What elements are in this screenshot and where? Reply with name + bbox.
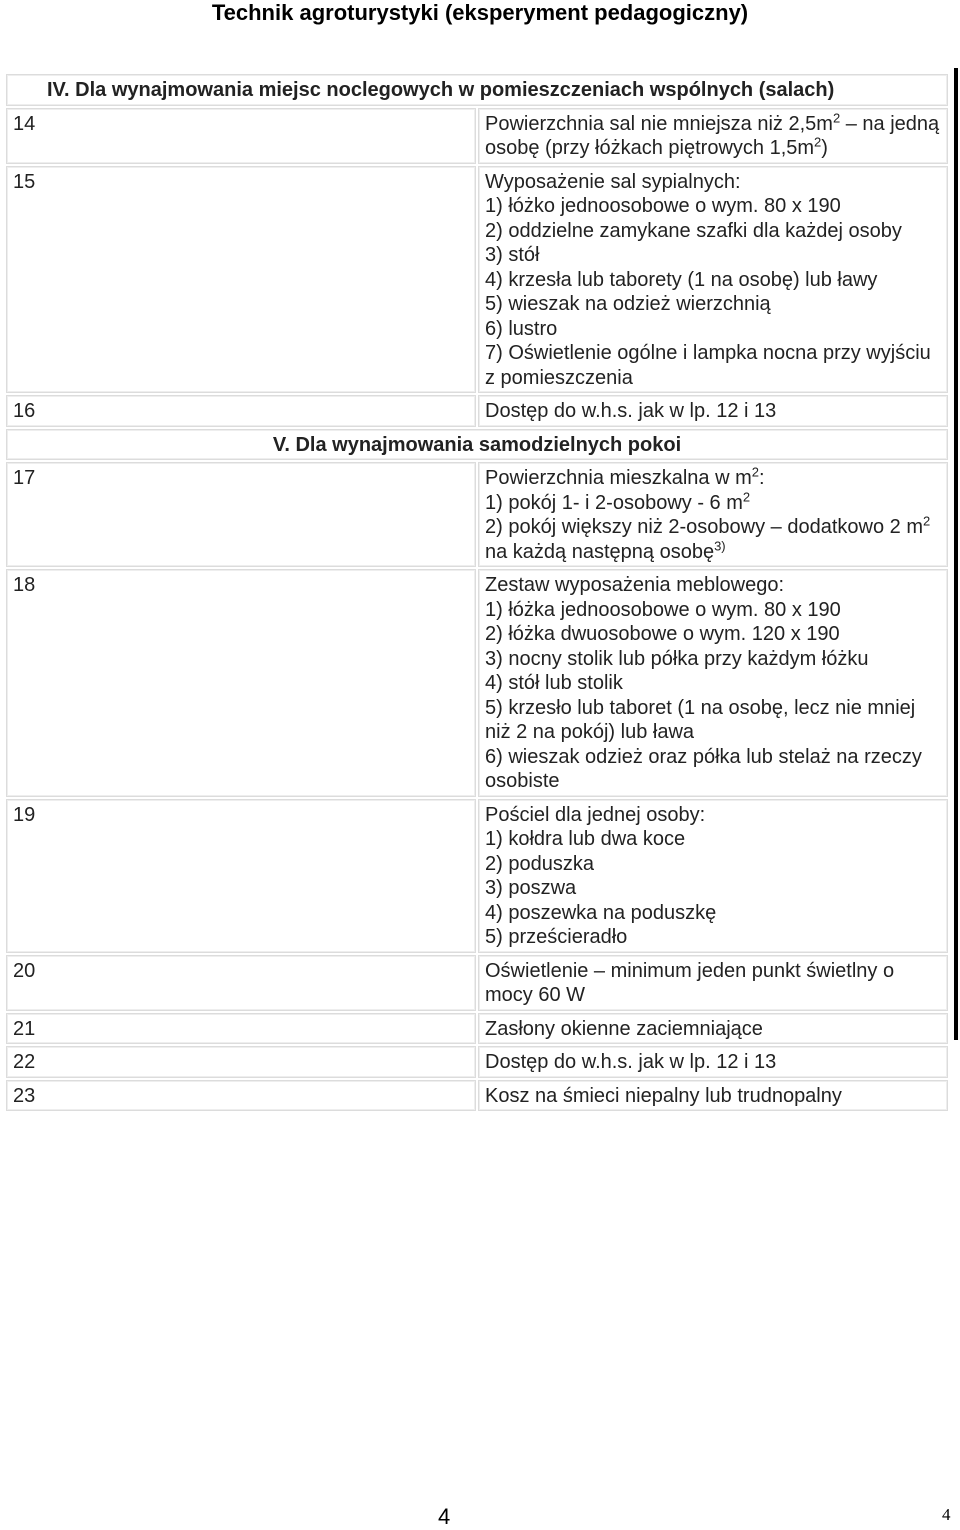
list-item: 6) wieszak odzież oraz półka lub stelaż na rzeczy osobiste [485, 745, 922, 792]
list-item: 6) lustro [485, 317, 558, 340]
row-content [478, 569, 948, 797]
row-content: Oświetlenie – minimum jeden punkt świetlny o mocy 60 W [478, 955, 948, 1011]
row-text: Powierzchnia sal nie mniejsza niż 2,5m [485, 112, 833, 135]
superscript: 2 [923, 513, 931, 529]
list-item: 5) prześcieradło [485, 926, 628, 948]
section-heading-iv: IV. Dla wynajmowania miejsc noclegowych w pomieszczeniach wspólnych (salach) [6, 74, 948, 106]
list-item: 3) stół [485, 244, 540, 266]
list-item [485, 488, 941, 516]
row-number: 23 [6, 1080, 476, 1112]
row-text: 2) pokój większy niż 2-osobowy – dodatkowo 2 m [485, 516, 923, 538]
regulation-table-container [4, 72, 950, 1113]
list-item: 5) wieszak na odzież wierzchnią [485, 293, 771, 315]
row-text: : [759, 467, 765, 489]
list-item: Zestaw wyposażenia meblowego: [485, 574, 785, 596]
list-item [485, 466, 941, 491]
list-item: 1) łóżko jednoosobowe o wym. 80 x 190 [485, 195, 841, 217]
list-item: 1) łóżka jednoosobowe o wym. 80 x 190 [485, 598, 841, 621]
list-item: 4) poszewka na poduszkę [485, 901, 717, 924]
superscript: 2 [742, 488, 751, 504]
table-row [6, 462, 948, 567]
table-row [6, 108, 948, 164]
list-item [485, 515, 941, 564]
section-heading-v: V. Dla wynajmowania samodzielnych pokoi [6, 429, 948, 461]
list-item: 2) poduszka [485, 852, 594, 875]
table-row [6, 395, 948, 427]
list-item: Wyposażenie sal sypialnych: [485, 170, 741, 193]
row-content: Dostęp do w.h.s. jak w lp. 12 i 13 [478, 395, 948, 427]
table-row [6, 569, 948, 797]
list-item: 7) Oświetlenie ogólne i lampka nocna przy wyjściu z pomieszczenia [485, 342, 931, 389]
table-row [6, 166, 948, 394]
superscript: 2 [814, 134, 822, 150]
table-row [6, 1013, 948, 1045]
row-content [478, 799, 948, 953]
row-content [478, 108, 948, 164]
row-number: 18 [6, 569, 476, 797]
row-text: ) [821, 137, 828, 159]
row-number: 16 [6, 395, 476, 427]
row-content [478, 462, 948, 567]
list-item: Pościel dla jednej osoby: [485, 803, 706, 826]
list-item: 3) poszwa [485, 877, 577, 899]
regulation-table [4, 72, 950, 1113]
row-number: 19 [6, 799, 476, 953]
row-content: Kosz na śmieci niepalny lub trudnopalny [478, 1080, 948, 1112]
superscript: 2 [751, 464, 759, 480]
row-content: Zasłony okienne zaciemniające [478, 1013, 948, 1045]
page-number-corner: 4 [942, 1505, 951, 1524]
footnote-marker: 3) [714, 537, 726, 553]
row-text: – na jedną osobę (przy łóżkach piętrowych 1,5m [485, 112, 940, 159]
list-item: 3) nocny stolik lub półka przy każdym łóżku [485, 647, 869, 670]
table-row [6, 1080, 948, 1112]
table-row [6, 1046, 948, 1078]
row-content: Dostęp do w.h.s. jak w lp. 12 i 13 [478, 1046, 948, 1078]
page-border-line [954, 68, 958, 1040]
row-text: 1) pokój 1- i 2-osobowy - 6 m [485, 491, 743, 514]
row-number: 22 [6, 1046, 476, 1078]
list-item: 4) krzesła lub taborety (1 na osobę) lub ławy [485, 268, 878, 291]
page-title: Technik agroturystyki (eksperyment pedagogiczny) [211, 0, 749, 25]
row-number: 15 [6, 166, 476, 394]
row-number: 17 [6, 462, 476, 567]
section-row [6, 74, 948, 106]
list-item: 4) stół lub stolik [485, 672, 623, 694]
row-number: 21 [6, 1013, 476, 1045]
row-number: 20 [6, 955, 476, 1011]
section-row [6, 429, 948, 461]
table-row [6, 955, 948, 1011]
list-item: 1) kołdra lub dwa koce [485, 828, 686, 850]
list-item: 2) oddzielne zamykane szafki dla każdej osoby [485, 219, 902, 242]
row-number: 14 [6, 108, 476, 164]
page-number: 4 [438, 1504, 451, 1529]
row-text: Powierzchnia mieszkalna w m [485, 467, 752, 489]
row-content [478, 166, 948, 394]
list-item: 5) krzesło lub taboret (1 na osobę, lecz nie mniej niż 2 na pokój) lub ława [485, 696, 916, 743]
table-row [6, 799, 948, 953]
row-text: na każdą następną osobę [485, 540, 715, 563]
superscript: 2 [832, 109, 841, 125]
list-item: 2) łóżka dwuosobowe o wym. 120 x 190 [485, 623, 840, 645]
